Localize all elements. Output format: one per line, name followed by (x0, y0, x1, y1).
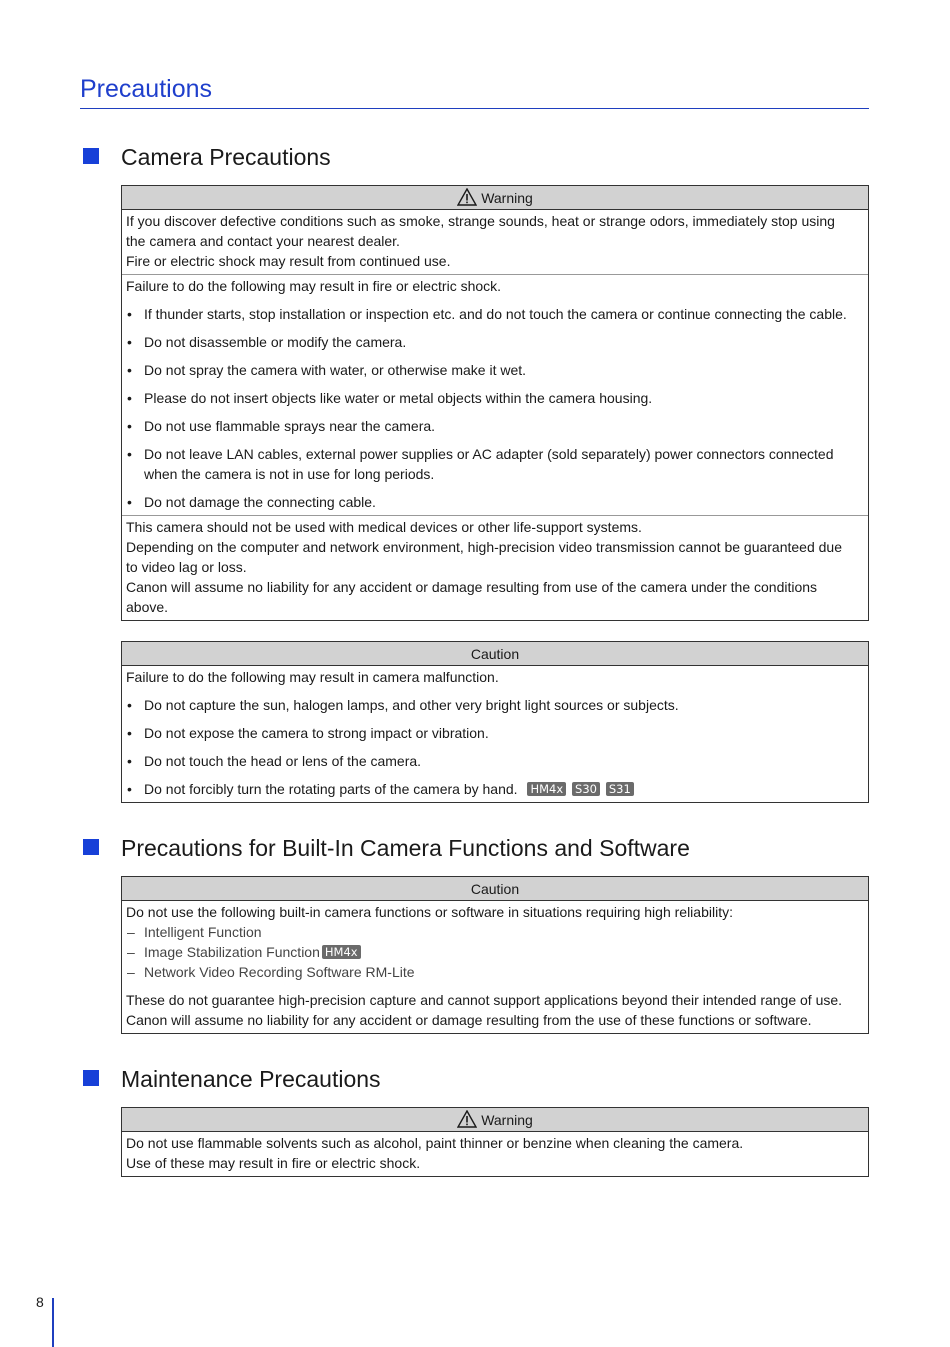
builtin-caution-box (121, 876, 869, 1034)
warning-header (122, 1108, 868, 1132)
page-number: 8 (36, 1294, 44, 1310)
text-line: Canon will assume no liability for any accident or damage resulting from the use of these functions or software. (126, 1012, 812, 1028)
section-square-icon (83, 148, 99, 164)
section-square-icon (83, 839, 99, 855)
model-tag: S31 (606, 782, 634, 796)
section-heading-builtin (83, 833, 883, 863)
caution-header: Caution (122, 877, 868, 901)
maintenance-warning-body (122, 1132, 868, 1176)
dash-marker: – (127, 924, 135, 940)
section-heading-text: Camera Precautions (121, 144, 331, 170)
text-line: above. (126, 599, 169, 615)
text-line: Depending on the computer and network environment, high-precision video transmission cannot be guaranteed due (126, 539, 843, 555)
builtin-caution-body (122, 901, 868, 1033)
model-tag: S30 (572, 782, 600, 796)
text-line: to video lag or loss. (126, 559, 247, 575)
bullet-marker: • (127, 306, 132, 322)
warning-intro (122, 210, 868, 274)
bullet-marker: • (127, 725, 132, 741)
camera-caution-box (121, 641, 869, 803)
failure-text: Failure to do the following may result in camera malfunction. (126, 669, 499, 685)
warning-notes (122, 515, 868, 620)
list-item: • Do not damage the connecting cable. (127, 494, 376, 510)
list-item: • Do not disassemble or modify the camera. (127, 334, 407, 350)
failure-text: Failure to do the following may result in fire or electric shock. (126, 278, 502, 294)
page-number-rule (52, 1298, 54, 1347)
page-title (80, 73, 869, 109)
page-title-text: Precautions (80, 75, 213, 103)
text-line: Do not use flammable solvents such as alcohol, paint thinner or benzine when cleaning the camera. (126, 1135, 744, 1151)
warning-header-label: Warning (481, 1112, 533, 1128)
dash-marker: – (127, 964, 135, 980)
model-tag: HM4x (527, 782, 566, 796)
text-line: Fire or electric shock may result from continued use. (126, 253, 451, 269)
bullet-marker: • (127, 362, 132, 378)
section-heading-camera (83, 142, 883, 172)
section-heading-text: Precautions for Built-In Camera Functions and Software (121, 835, 690, 861)
warning-failure-list (122, 274, 868, 515)
dash-list (126, 922, 863, 982)
warning-header (122, 186, 868, 210)
caution-header: Caution (122, 642, 868, 666)
text-line: This camera should not be used with medical devices or other life-support systems. (126, 519, 642, 535)
bullet-marker: • (127, 446, 132, 462)
model-tag: HM4x (322, 945, 361, 959)
section-heading-text: Maintenance Precautions (121, 1066, 381, 1092)
bullet-list (126, 695, 863, 799)
list-item: – Intelligent Function (127, 924, 262, 940)
list-item: • Do not touch the head or lens of the camera. (127, 753, 422, 769)
intro-text: Do not use the following built-in camera functions or software in situations requiring high reliability: (126, 904, 733, 920)
list-item: • Do not forcibly turn the rotating parts of the camera by hand. HM4x S30 S31 (126, 779, 863, 799)
section-heading-maintenance (83, 1064, 883, 1094)
bullet-marker: • (127, 697, 132, 713)
list-item: • Do not expose the camera to strong impact or vibration. (127, 725, 489, 741)
caution-failure-list (122, 666, 868, 802)
bullet-marker: • (127, 494, 132, 510)
list-item: • If thunder starts, stop installation or inspection etc. and do not touch the camera or continue connecting the cable. (127, 306, 847, 322)
list-item: – Network Video Recording Software RM-Lite (127, 964, 415, 980)
bullet-marker: • (127, 781, 132, 797)
bullet-marker: • (127, 390, 132, 406)
bullet-marker: • (127, 418, 132, 434)
list-item: • Do not spray the camera with water, or otherwise make it wet. (127, 362, 527, 378)
text-line: These do not guarantee high-precision capture and cannot support applications beyond their intended range of use. (126, 992, 843, 1008)
list-item: • Do not use flammable sprays near the camera. (127, 418, 436, 434)
maintenance-warning-box (121, 1107, 869, 1177)
text-line: Canon will assume no liability for any accident or damage resulting from use of the camera under the conditions (126, 579, 818, 595)
text-line: If you discover defective conditions such as smoke, strange sounds, heat or strange odors, immediately stop using (126, 213, 835, 229)
camera-warning-box (121, 185, 869, 621)
list-item: • Please do not insert objects like water or metal objects within the camera housing. (127, 390, 653, 406)
list-item: • Do not leave LAN cables, external power supplies or AC adapter (sold separately) power connectors connected when the camera is not in use for long periods. (127, 446, 834, 482)
warning-header-label: Warning (481, 190, 533, 206)
text-line: Use of these may result in fire or electric shock. (126, 1155, 421, 1171)
bullet-list (126, 304, 863, 512)
section-square-icon (83, 1070, 99, 1086)
list-item: • Do not capture the sun, halogen lamps, and other very bright light sources or subjects. (127, 697, 679, 713)
list-item: – Image Stabilization Function HM4x (126, 942, 863, 962)
bullet-marker: • (127, 753, 132, 769)
bullet-marker: • (127, 334, 132, 350)
dash-marker: – (127, 944, 135, 960)
text-line: the camera and contact your nearest dealer. (126, 233, 400, 249)
